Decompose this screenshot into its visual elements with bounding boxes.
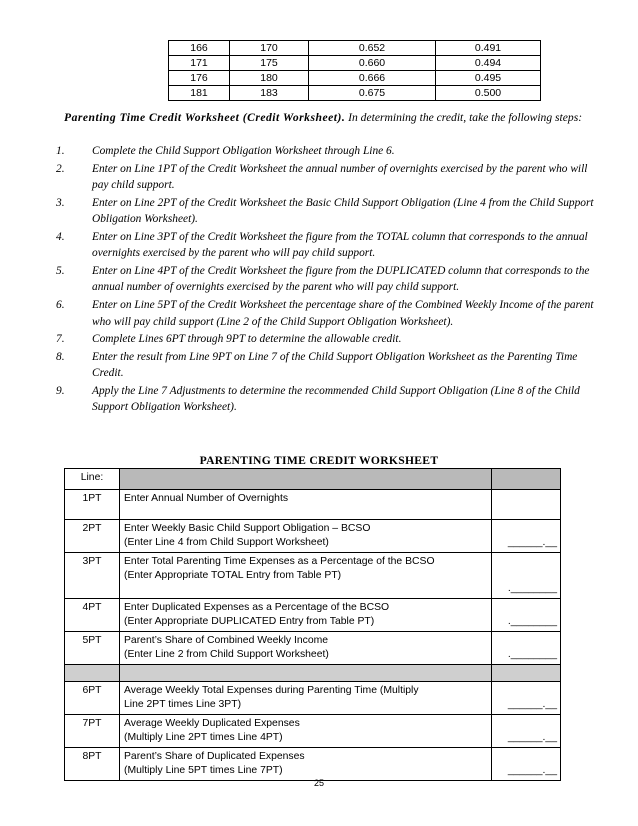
intro-text: In determining the credit, take the following steps: xyxy=(345,111,583,124)
description-line: Enter Total Parenting Time Expenses as a Percentage of the BCSO xyxy=(124,556,435,567)
table-cell: 0.494 xyxy=(436,56,541,71)
table-cell: 171 xyxy=(169,56,230,71)
table-row xyxy=(65,520,561,553)
line-description xyxy=(120,748,492,781)
step-text: Enter on Line 1PT of the Credit Worksheet the annual number of overnights exercised by the parent who will pay child support. xyxy=(92,162,588,192)
list-item xyxy=(56,143,598,159)
value-field[interactable]: .________ xyxy=(492,599,561,632)
page-number: 25 xyxy=(313,778,324,788)
line-number: 5PT xyxy=(65,632,120,665)
separator-cell xyxy=(65,665,120,682)
steps-list xyxy=(56,143,598,417)
table-row xyxy=(65,553,561,599)
line-number: 7PT xyxy=(65,715,120,748)
description-line: (Multiply Line 2PT times Line 4PT) xyxy=(124,732,283,743)
table-row xyxy=(65,490,561,520)
line-number: 2PT xyxy=(65,520,120,553)
header-shaded-cell xyxy=(492,469,561,490)
table-cell: 183 xyxy=(230,86,309,101)
table-cell: 181 xyxy=(169,86,230,101)
step-text: Enter on Line 4PT of the Credit Worksheet the figure from the DUPLICATED column that corresponds to the annual number of overnights exercised by the parent who will pay child support. xyxy=(92,265,590,294)
list-item xyxy=(56,331,598,347)
list-item xyxy=(56,349,598,382)
overnight-percentage-table xyxy=(168,40,541,101)
table-cell: 0.495 xyxy=(436,71,541,86)
intro-heading: Parenting Time Credit Worksheet (Credit Worksheet). xyxy=(64,111,346,124)
table-cell: 175 xyxy=(230,56,309,71)
step-text: Enter on Line 2PT of the Credit Worksheet the Basic Child Support Obligation (Line 4 from the Child Support Obligation Worksheet). xyxy=(92,196,594,226)
description-line: (Enter Line 4 from Child Support Worksheet) xyxy=(124,537,329,548)
line-number: 3PT xyxy=(65,553,120,599)
table-row xyxy=(65,682,561,715)
value-field[interactable]: ______.__ xyxy=(492,715,561,748)
table-row xyxy=(65,599,561,632)
separator-cell xyxy=(120,665,492,682)
step-text: Enter on Line 5PT of the Credit Worksheet the percentage share of the Combined Weekly Income of the parent who will pay child support (Line 2 of the Child Support Obligation Worksheet). xyxy=(92,299,594,328)
worksheet-title: PARENTING TIME CREDIT WORKSHEET xyxy=(199,454,439,467)
list-item xyxy=(56,297,598,330)
list-item xyxy=(56,229,598,262)
step-text: Complete Lines 6PT through 9PT to determine the allowable credit. xyxy=(92,333,402,346)
description-line: (Enter Appropriate TOTAL Entry from Table PT) xyxy=(124,570,342,581)
table-cell: 0.491 xyxy=(436,41,541,56)
value-field[interactable]: ______.__ xyxy=(492,748,561,781)
worksheet-header-row xyxy=(65,469,561,490)
description-line: Average Weekly Duplicated Expenses xyxy=(124,718,300,729)
table-cell: 170 xyxy=(230,41,309,56)
step-number: 7. xyxy=(56,333,65,346)
table-row xyxy=(65,632,561,665)
credit-worksheet-table xyxy=(64,468,561,781)
table-row xyxy=(169,56,541,71)
worksheet-separator-row xyxy=(65,665,561,682)
line-description xyxy=(120,599,492,632)
step-text: Complete the Child Support Obligation Worksheet through Line 6. xyxy=(92,145,395,157)
line-number: 6PT xyxy=(65,682,120,715)
line-description xyxy=(120,490,492,520)
description-line: Enter Weekly Basic Child Support Obligation – BCSO xyxy=(124,523,371,534)
list-item xyxy=(56,161,598,194)
step-number: 3. xyxy=(56,196,65,209)
line-number: 1PT xyxy=(65,490,120,520)
table-cell: 0.666 xyxy=(309,71,436,86)
value-field[interactable]: ______.__ xyxy=(492,682,561,715)
value-field[interactable] xyxy=(492,490,561,520)
description-line: Enter Annual Number of Overnights xyxy=(124,493,289,504)
line-description xyxy=(120,553,492,599)
list-item xyxy=(56,383,598,416)
table-cell: 0.500 xyxy=(436,86,541,101)
description-line: (Enter Line 2 from Child Support Worksheet) xyxy=(124,649,329,660)
table-cell: 166 xyxy=(169,41,230,56)
list-item xyxy=(56,195,598,228)
line-description xyxy=(120,715,492,748)
table-row xyxy=(169,41,541,56)
table-cell: 180 xyxy=(230,71,309,86)
step-number: 8. xyxy=(56,350,65,363)
step-number: 1. xyxy=(56,145,65,157)
step-text: Apply the Line 7 Adjustments to determine the recommended Child Support Obligation (Line 8 of the Child Support Obligation Worksheet). xyxy=(92,385,580,414)
intro-paragraph xyxy=(38,109,598,126)
step-number: 5. xyxy=(56,265,65,278)
table-cell: 0.652 xyxy=(309,41,436,56)
table-row xyxy=(65,715,561,748)
description-line: Parent’s Share of Duplicated Expenses xyxy=(124,751,305,762)
table-cell: 176 xyxy=(169,71,230,86)
table-cell: 0.660 xyxy=(309,56,436,71)
line-description xyxy=(120,520,492,553)
step-number: 9. xyxy=(56,385,65,398)
step-number: 6. xyxy=(56,299,65,312)
value-field[interactable]: .________ xyxy=(492,632,561,665)
header-shaded-cell xyxy=(120,469,492,490)
description-line: Average Weekly Total Expenses during Parenting Time (Multiply xyxy=(124,685,419,696)
header-line-label: Line: xyxy=(65,469,120,490)
description-line: Enter Duplicated Expenses as a Percentage of the BCSO xyxy=(124,602,390,613)
description-line: Parent’s Share of Combined Weekly Income xyxy=(124,635,329,646)
value-field[interactable]: ______.__ xyxy=(492,520,561,553)
table-row xyxy=(169,71,541,86)
separator-cell xyxy=(492,665,561,682)
table-cell: 0.675 xyxy=(309,86,436,101)
list-item xyxy=(56,263,598,296)
line-description xyxy=(120,632,492,665)
step-text: Enter on Line 3PT of the Credit Worksheet the figure from the TOTAL column that corresponds to the annual overnights exercised by the parent who will pay child support. xyxy=(92,230,588,260)
table-row xyxy=(65,748,561,781)
step-number: 2. xyxy=(56,162,65,175)
line-number: 8PT xyxy=(65,748,120,781)
description-line: (Enter Appropriate DUPLICATED Entry from Table PT) xyxy=(124,616,375,627)
line-description xyxy=(120,682,492,715)
description-line: Line 2PT times Line 3PT) xyxy=(124,699,242,710)
line-number: 4PT xyxy=(65,599,120,632)
intro-line xyxy=(38,109,598,126)
table-row xyxy=(169,86,541,101)
step-number: 4. xyxy=(56,230,65,243)
value-field[interactable]: .________ xyxy=(492,553,561,599)
step-text: Enter the result from Line 9PT on Line 7 of the Child Support Obligation Worksheet as the Parenting Time Credit. xyxy=(92,350,578,380)
description-line: (Multiply Line 5PT times Line 7PT) xyxy=(124,765,283,776)
